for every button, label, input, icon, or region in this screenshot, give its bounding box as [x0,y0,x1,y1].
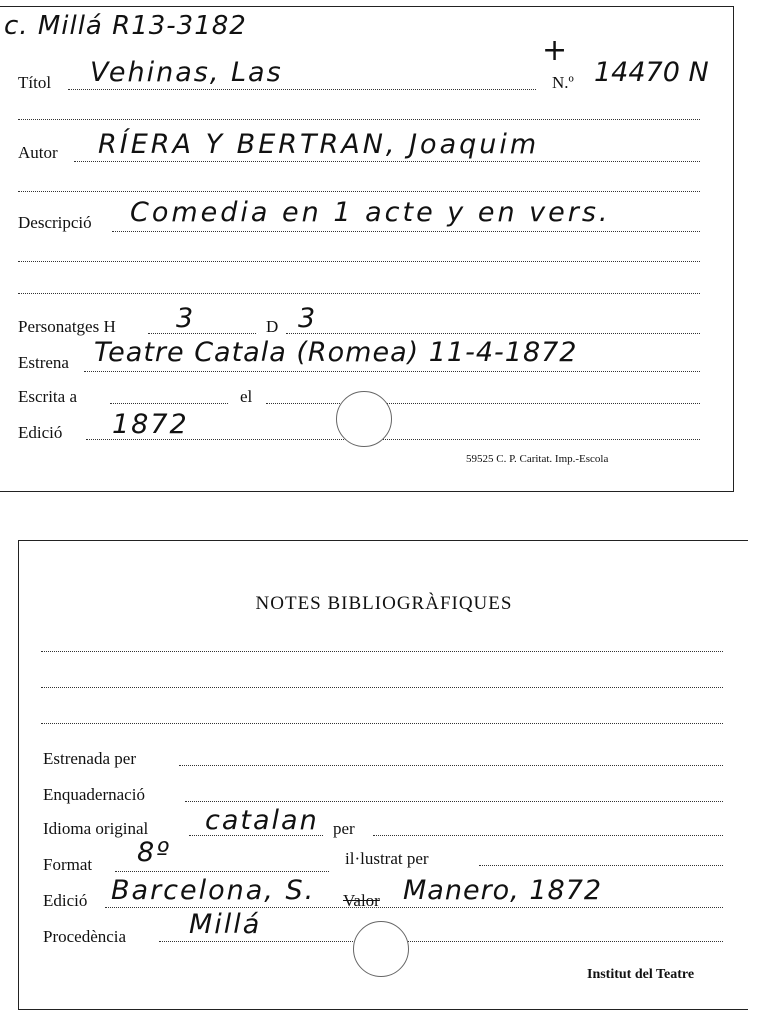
description-line-2 [18,261,700,262]
premiered-by-label: Estrenada per [43,749,136,768]
author-label: Autor [18,143,58,162]
characters-h-line [148,333,256,334]
characters-d-line [286,333,700,334]
format-value: 8º [137,837,171,868]
description-value: Comedia en 1 acte y en vers. [130,197,611,228]
notes-line-3 [41,723,723,724]
back-edition-value: Barcelona, S. [111,875,316,906]
number-value: 14470 N [594,57,709,88]
punch-hole [336,391,392,447]
premiered-by-line [179,765,723,766]
back-edition-line [105,907,723,908]
language-line [189,835,323,836]
provenance-line [159,941,723,942]
title-line [68,89,536,90]
written-date-line [266,403,700,404]
title-label: Títol [18,73,52,92]
binding-line [185,801,723,802]
institution-stamp: Institut del Teatre [587,967,695,982]
author-value: RÍERA Y BERTRAN, Joaquim [98,129,540,160]
edition-value: 1872 [112,409,189,440]
language-per-line [373,835,723,836]
binding-label: Enquadernació [43,785,145,804]
notes-line-2 [41,687,723,688]
catalog-card-back [18,540,748,1010]
author-line [74,161,700,162]
author-line-2 [18,191,700,192]
characters-d-value: 3 [298,303,318,334]
written-label: Escrita a [18,387,77,406]
edition-line [86,439,700,440]
publisher-value: Manero, 1872 [403,875,603,906]
corner-note: c. Millá R13-3182 [4,11,247,41]
provenance-value: Millá [189,909,262,940]
provenance-label: Procedència [43,927,127,946]
plus-mark: + [542,33,568,68]
description-line [112,231,700,232]
language-label: Idioma original [43,819,149,838]
title-line-2 [18,119,700,120]
description-line-3 [18,293,700,294]
premiere-label: Estrena [18,353,69,372]
value-label: Valor [343,891,380,910]
notes-line-1 [41,651,723,652]
written-date-label: el [240,387,253,406]
language-per-label: per [333,819,355,838]
language-value: catalan [205,805,319,836]
number-label: N.º [552,73,574,92]
back-heading: NOTES BIBLIOGRÀFIQUES [255,593,513,614]
format-label: Format [43,855,93,874]
title-value: Vehinas, Las [90,57,283,88]
catalog-card-front [0,6,734,492]
description-label: Descripció [18,213,92,232]
format-line [115,871,329,872]
premiere-line [84,371,700,372]
illustrated-line [479,865,723,866]
printer-imprint: 59525 C. P. Caritat. Imp.-Escola [466,453,609,465]
written-line [110,403,228,404]
premiere-value: Teatre Catala (Romea) 11-4-1872 [94,337,578,368]
back-edition-label: Edició [43,891,88,910]
illustrated-label: il·lustrat per [345,849,429,868]
characters-h-value: 3 [176,303,196,334]
characters-label: Personatges H [18,317,116,336]
back-punch-hole [353,921,409,977]
edition-label: Edició [18,423,63,442]
characters-d-label: D [266,317,279,336]
